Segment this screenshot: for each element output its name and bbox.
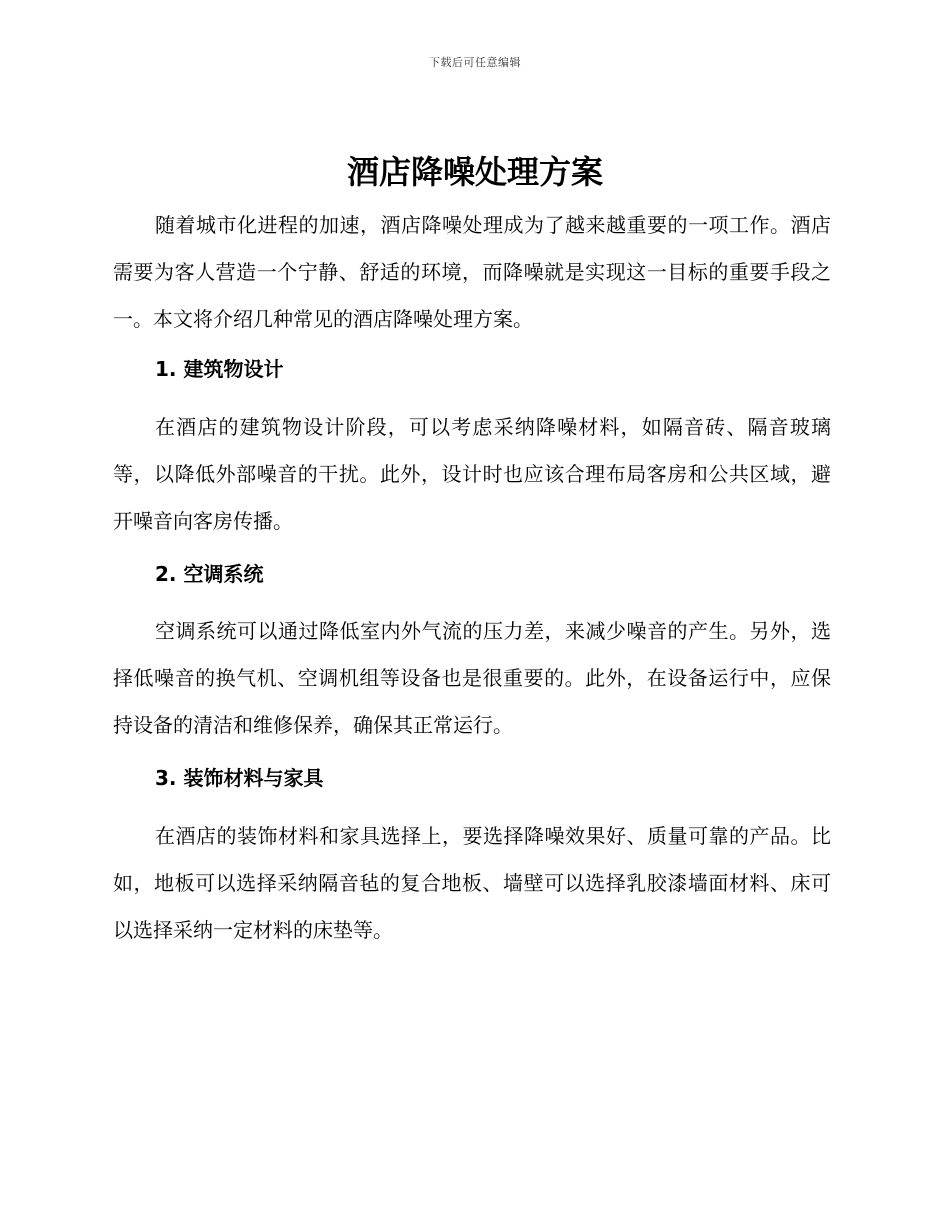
section-heading-decoration-furniture: 3. 装饰材料与家具 bbox=[155, 766, 324, 790]
section-body-building-design: 在酒店的建筑物设计阶段，可以考虑采纳降噪材料，如隔音砖、隔音玻璃等，以降低外部噪音的干扰。此外，设计时也应该合理布局客房和公共区域，避开噪音向客房传播。 bbox=[113, 415, 831, 533]
document-title: 酒店降噪处理方案 bbox=[346, 153, 603, 191]
header-note: 下载后可任意编辑 bbox=[429, 56, 521, 69]
section-heading-air-conditioning: 2. 空调系统 bbox=[155, 562, 264, 586]
section-heading-building-design: 1. 建筑物设计 bbox=[155, 357, 284, 381]
intro-paragraph: 随着城市化进程的加速，酒店降噪处理成为了越来越重要的一项工作。酒店需要为客人营造一个宁静、舒适的环境，而降噪就是实现这一目标的重要手段之一。本文将介绍几种常见的酒店降噪处理方案。 bbox=[113, 213, 831, 331]
section-body-decoration-furniture: 在酒店的装饰材料和家具选择上，要选择降噪效果好、质量可靠的产品。比如，地板可以选择采纳隔音毡的复合地板、墙壁可以选择乳胶漆墙面材料、床可以选择采纳一定材料的床垫等。 bbox=[113, 824, 831, 942]
section-body-air-conditioning: 空调系统可以通过降低室内外气流的压力差，来减少噪音的产生。另外，选择低噪音的换气机、空调机组等设备也是很重要的。此外，在设备运行中，应保持设备的清洁和维修保养，确保其正常运行。 bbox=[113, 619, 831, 737]
